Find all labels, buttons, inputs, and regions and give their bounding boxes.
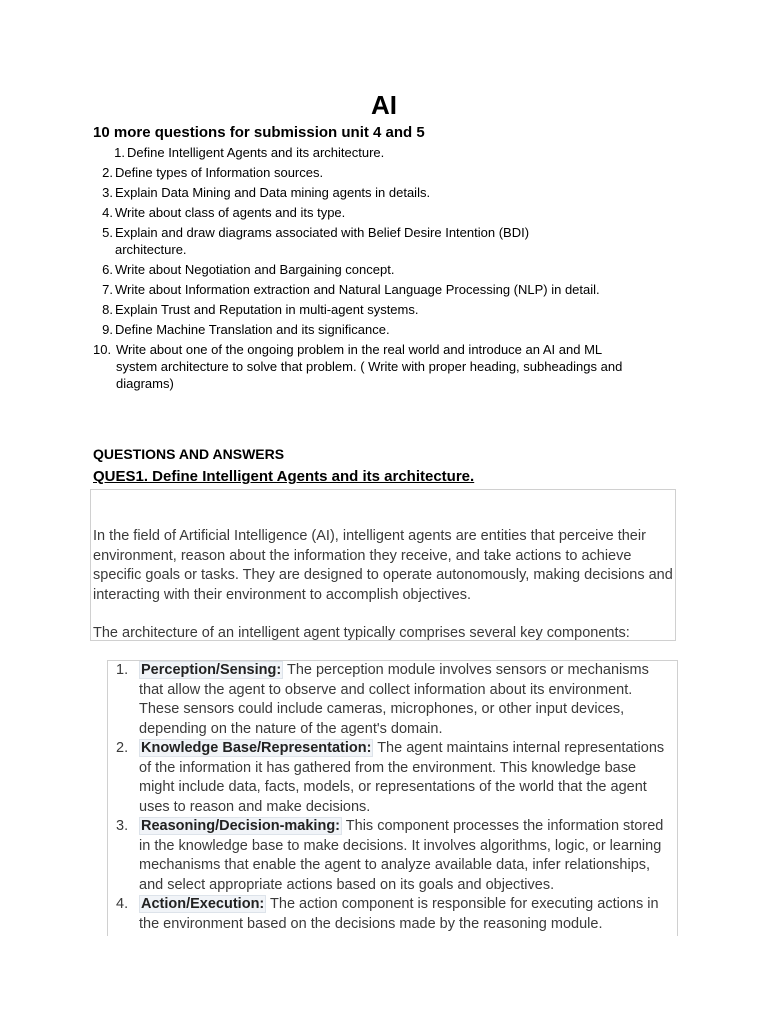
question-text: Write about Information extraction and Natural Language Processing (NLP) in detail. <box>115 282 600 297</box>
question-text: Explain Data Mining and Data mining agents in details. <box>115 185 431 200</box>
answer-intro-box <box>90 489 676 641</box>
question-item <box>93 204 653 221</box>
question-text: Define Intelligent Agents and its architecture. <box>127 145 385 160</box>
question-item <box>93 341 653 392</box>
question-list <box>93 144 653 395</box>
component-number: 2. <box>116 740 129 756</box>
component-name: Reasoning/Decision-making: <box>141 818 341 834</box>
question-text: Explain and draw diagrams associated with Belief Desire Intention (BDI) architecture. <box>115 225 530 257</box>
component-item <box>108 895 677 934</box>
section-heading: QUESTIONS AND ANSWERS <box>93 446 285 462</box>
component-number: 4. <box>116 896 129 912</box>
question-number: 7. <box>102 282 113 297</box>
question-number: 5. <box>102 225 113 240</box>
question-item <box>93 261 653 278</box>
question-number: 4. <box>102 205 113 220</box>
question-number: 3. <box>102 185 113 200</box>
question-number: 2. <box>102 165 113 180</box>
question-text: Write about class of agents and its type. <box>115 205 346 220</box>
component-number: 1. <box>116 662 129 678</box>
component-text: This component processes the information stored in the knowledge base to make decisions. It involves algorithms, logic, or learning mechanisms that enable the agent to analyze available data, infer relationships, and select appropriate actions based on its goals and objectives. <box>139 818 664 893</box>
component-name: Action/Execution: <box>141 896 265 912</box>
question-number: 1. <box>114 145 125 160</box>
component-item <box>108 817 677 895</box>
answer-paragraph: The architecture of an intelligent agent typically comprises several key components: <box>93 625 630 641</box>
question-text: Define types of Information sources. <box>115 165 324 180</box>
question-text: Write about Negotiation and Bargaining concept. <box>115 262 395 277</box>
component-item <box>108 739 677 817</box>
page-title: AI <box>371 90 397 120</box>
component-text: The agent maintains internal representations of the information it has gathered from the environment. This knowledge base might include data, facts, models, or representations of the world that the agent uses to reason and make decisions. <box>139 740 665 815</box>
component-name: Knowledge Base/Representation: <box>141 740 372 756</box>
question-item <box>93 281 653 298</box>
component-text: The perception module involves sensors or mechanisms that allow the agent to observe and collect information about its environment. These sensors could include cameras, microphones, or other input devices, depending on the nature of the agent's domain. <box>139 662 649 737</box>
component-item <box>108 661 677 739</box>
question-number: 6. <box>102 262 113 277</box>
component-name: Perception/Sensing: <box>141 662 282 678</box>
question-number: 9. <box>102 322 113 337</box>
question-item <box>93 184 653 201</box>
question-item <box>93 224 653 258</box>
question-item <box>93 301 653 318</box>
component-text: The action component is responsible for executing actions in the environment based on the decisions made by the reasoning module. <box>139 896 659 932</box>
component-number: 3. <box>116 818 129 834</box>
question-text: Write about one of the ongoing problem in the real world and introduce an AI and ML system architecture to solve that problem. ( Write with proper heading, subheadings and diagrams) <box>116 342 623 391</box>
question-number: 10. <box>93 342 112 357</box>
components-list-box <box>107 660 678 936</box>
answer-paragraph: In the field of Artificial Intelligence (AI), intelligent agents are entities that perceive their environment, reason about the information they receive, and take actions to achieve specific goals or tasks. They are designed to operate autonomously, making decisions and interacting with their environment to accomplish objectives. <box>93 528 673 603</box>
question-heading: QUES1. Define Intelligent Agents and its architecture. <box>93 468 475 485</box>
question-text: Define Machine Translation and its significance. <box>115 322 390 337</box>
question-item <box>93 144 653 161</box>
question-item <box>93 164 653 181</box>
question-number: 8. <box>102 302 113 317</box>
question-item <box>93 321 653 338</box>
subtitle: 10 more questions for submission unit 4 and 5 <box>93 124 425 141</box>
question-text: Explain Trust and Reputation in multi-agent systems. <box>115 302 419 317</box>
